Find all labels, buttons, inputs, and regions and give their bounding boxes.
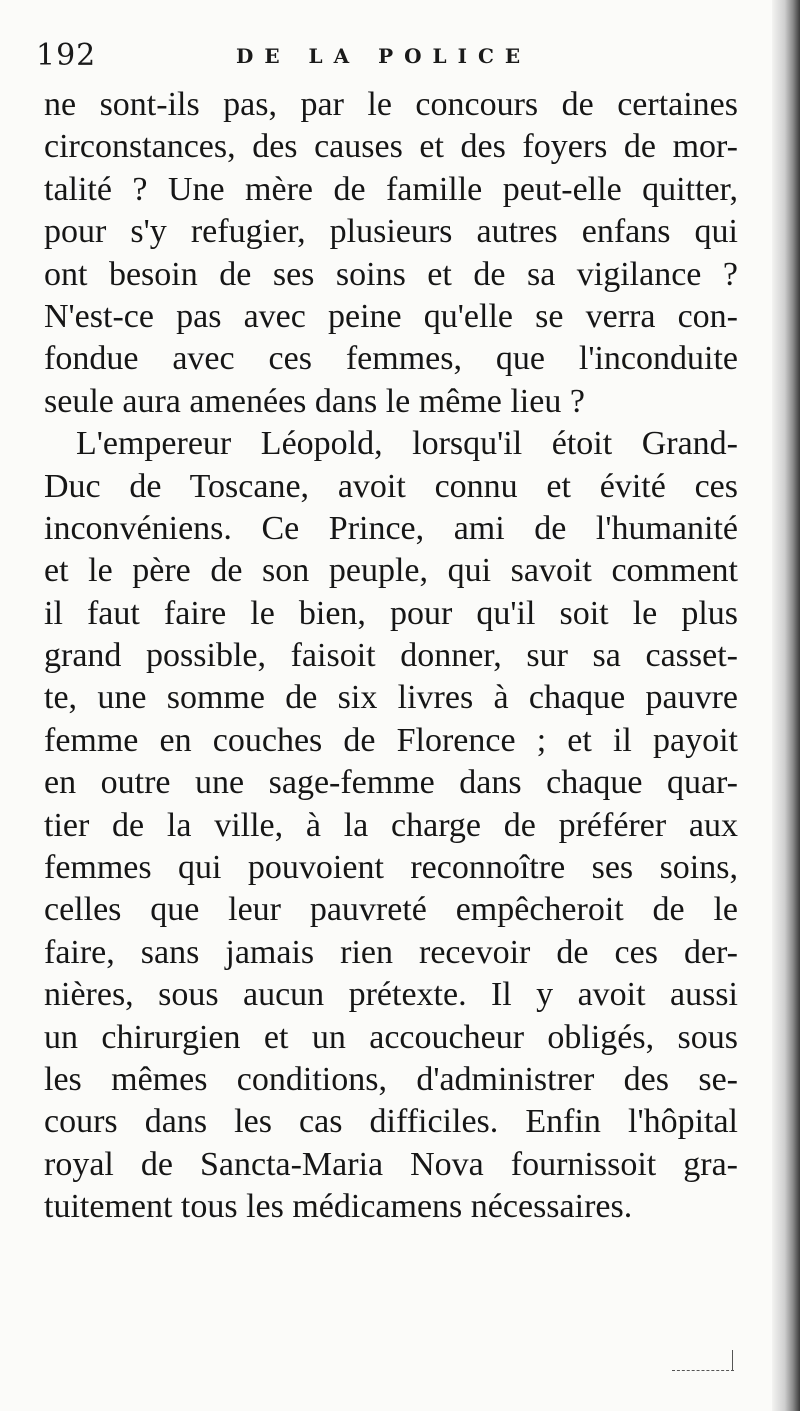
text-line: tuitement tous les médicamens nécessaires.	[44, 1188, 633, 1226]
text-line: ne sont-ils pas, par le concours de certaines	[44, 86, 738, 123]
text-line: et le père de son peuple, qui savoit comment	[44, 552, 738, 590]
running-title: DE LA POLICE	[236, 44, 532, 68]
paragraph-2	[44, 423, 738, 1228]
text-line: fondue avec ces femmes, que l'inconduite	[44, 340, 738, 378]
text-line: royal de Sancta-Maria Nova fournissoit gra-	[44, 1145, 738, 1183]
body-text	[44, 84, 738, 1229]
text-line: grand possible, faisoit donner, sur sa casset-	[44, 637, 738, 675]
text-line: un chirurgien et un accoucheur obligés, sous	[44, 1018, 738, 1056]
text-line: N'est-ce pas avec peine qu'elle se verra con-	[44, 297, 738, 335]
text-line: Duc de Toscane, avoit connu et évité ces	[44, 467, 738, 505]
text-line: inconvéniens. Ce Prince, ami de l'humanité	[44, 509, 738, 547]
text-line: en outre une sage-femme dans chaque quar-	[44, 764, 738, 802]
text-line: talité ? Une mère de famille peut-elle quitter,	[44, 170, 738, 208]
paragraph-1	[44, 84, 738, 423]
text-line: circonstances, des causes et des foyers de mor-	[44, 128, 738, 166]
running-head	[36, 38, 736, 78]
page-gutter-shadow	[772, 0, 800, 1411]
footer-tick-mark	[732, 1350, 733, 1370]
text-line: ont besoin de ses soins et de sa vigilance ?	[44, 255, 738, 293]
text-line: seule aura amenées dans le même lieu ?	[44, 382, 585, 420]
text-line: celles que leur pauvreté empêcheroit de le	[44, 891, 738, 929]
text-line: femme en couches de Florence ; et il payoit	[44, 721, 738, 759]
text-line: femmes qui pouvoient reconnoître ses soins,	[44, 849, 738, 887]
page-number: 192	[36, 38, 97, 73]
text-line: cours dans les cas difficiles. Enfin l'hôpital	[44, 1103, 738, 1141]
text-line: les mêmes conditions, d'administrer des se-	[44, 1060, 738, 1098]
text-line: L'empereur Léopold, lorsqu'il étoit Grand-	[76, 425, 738, 463]
text-line: te, une somme de six livres à chaque pauvre	[44, 679, 738, 717]
text-line: pour s'y refugier, plusieurs autres enfans qui	[44, 213, 738, 251]
text-line: il faut faire le bien, pour qu'il soit le plus	[44, 594, 738, 632]
footer-dash-mark	[672, 1370, 734, 1371]
text-line: nières, sous aucun prétexte. Il y avoit aussi	[44, 976, 738, 1014]
text-line: tier de la ville, à la charge de préférer aux	[44, 806, 738, 844]
text-line: faire, sans jamais rien recevoir de ces der-	[44, 933, 738, 971]
